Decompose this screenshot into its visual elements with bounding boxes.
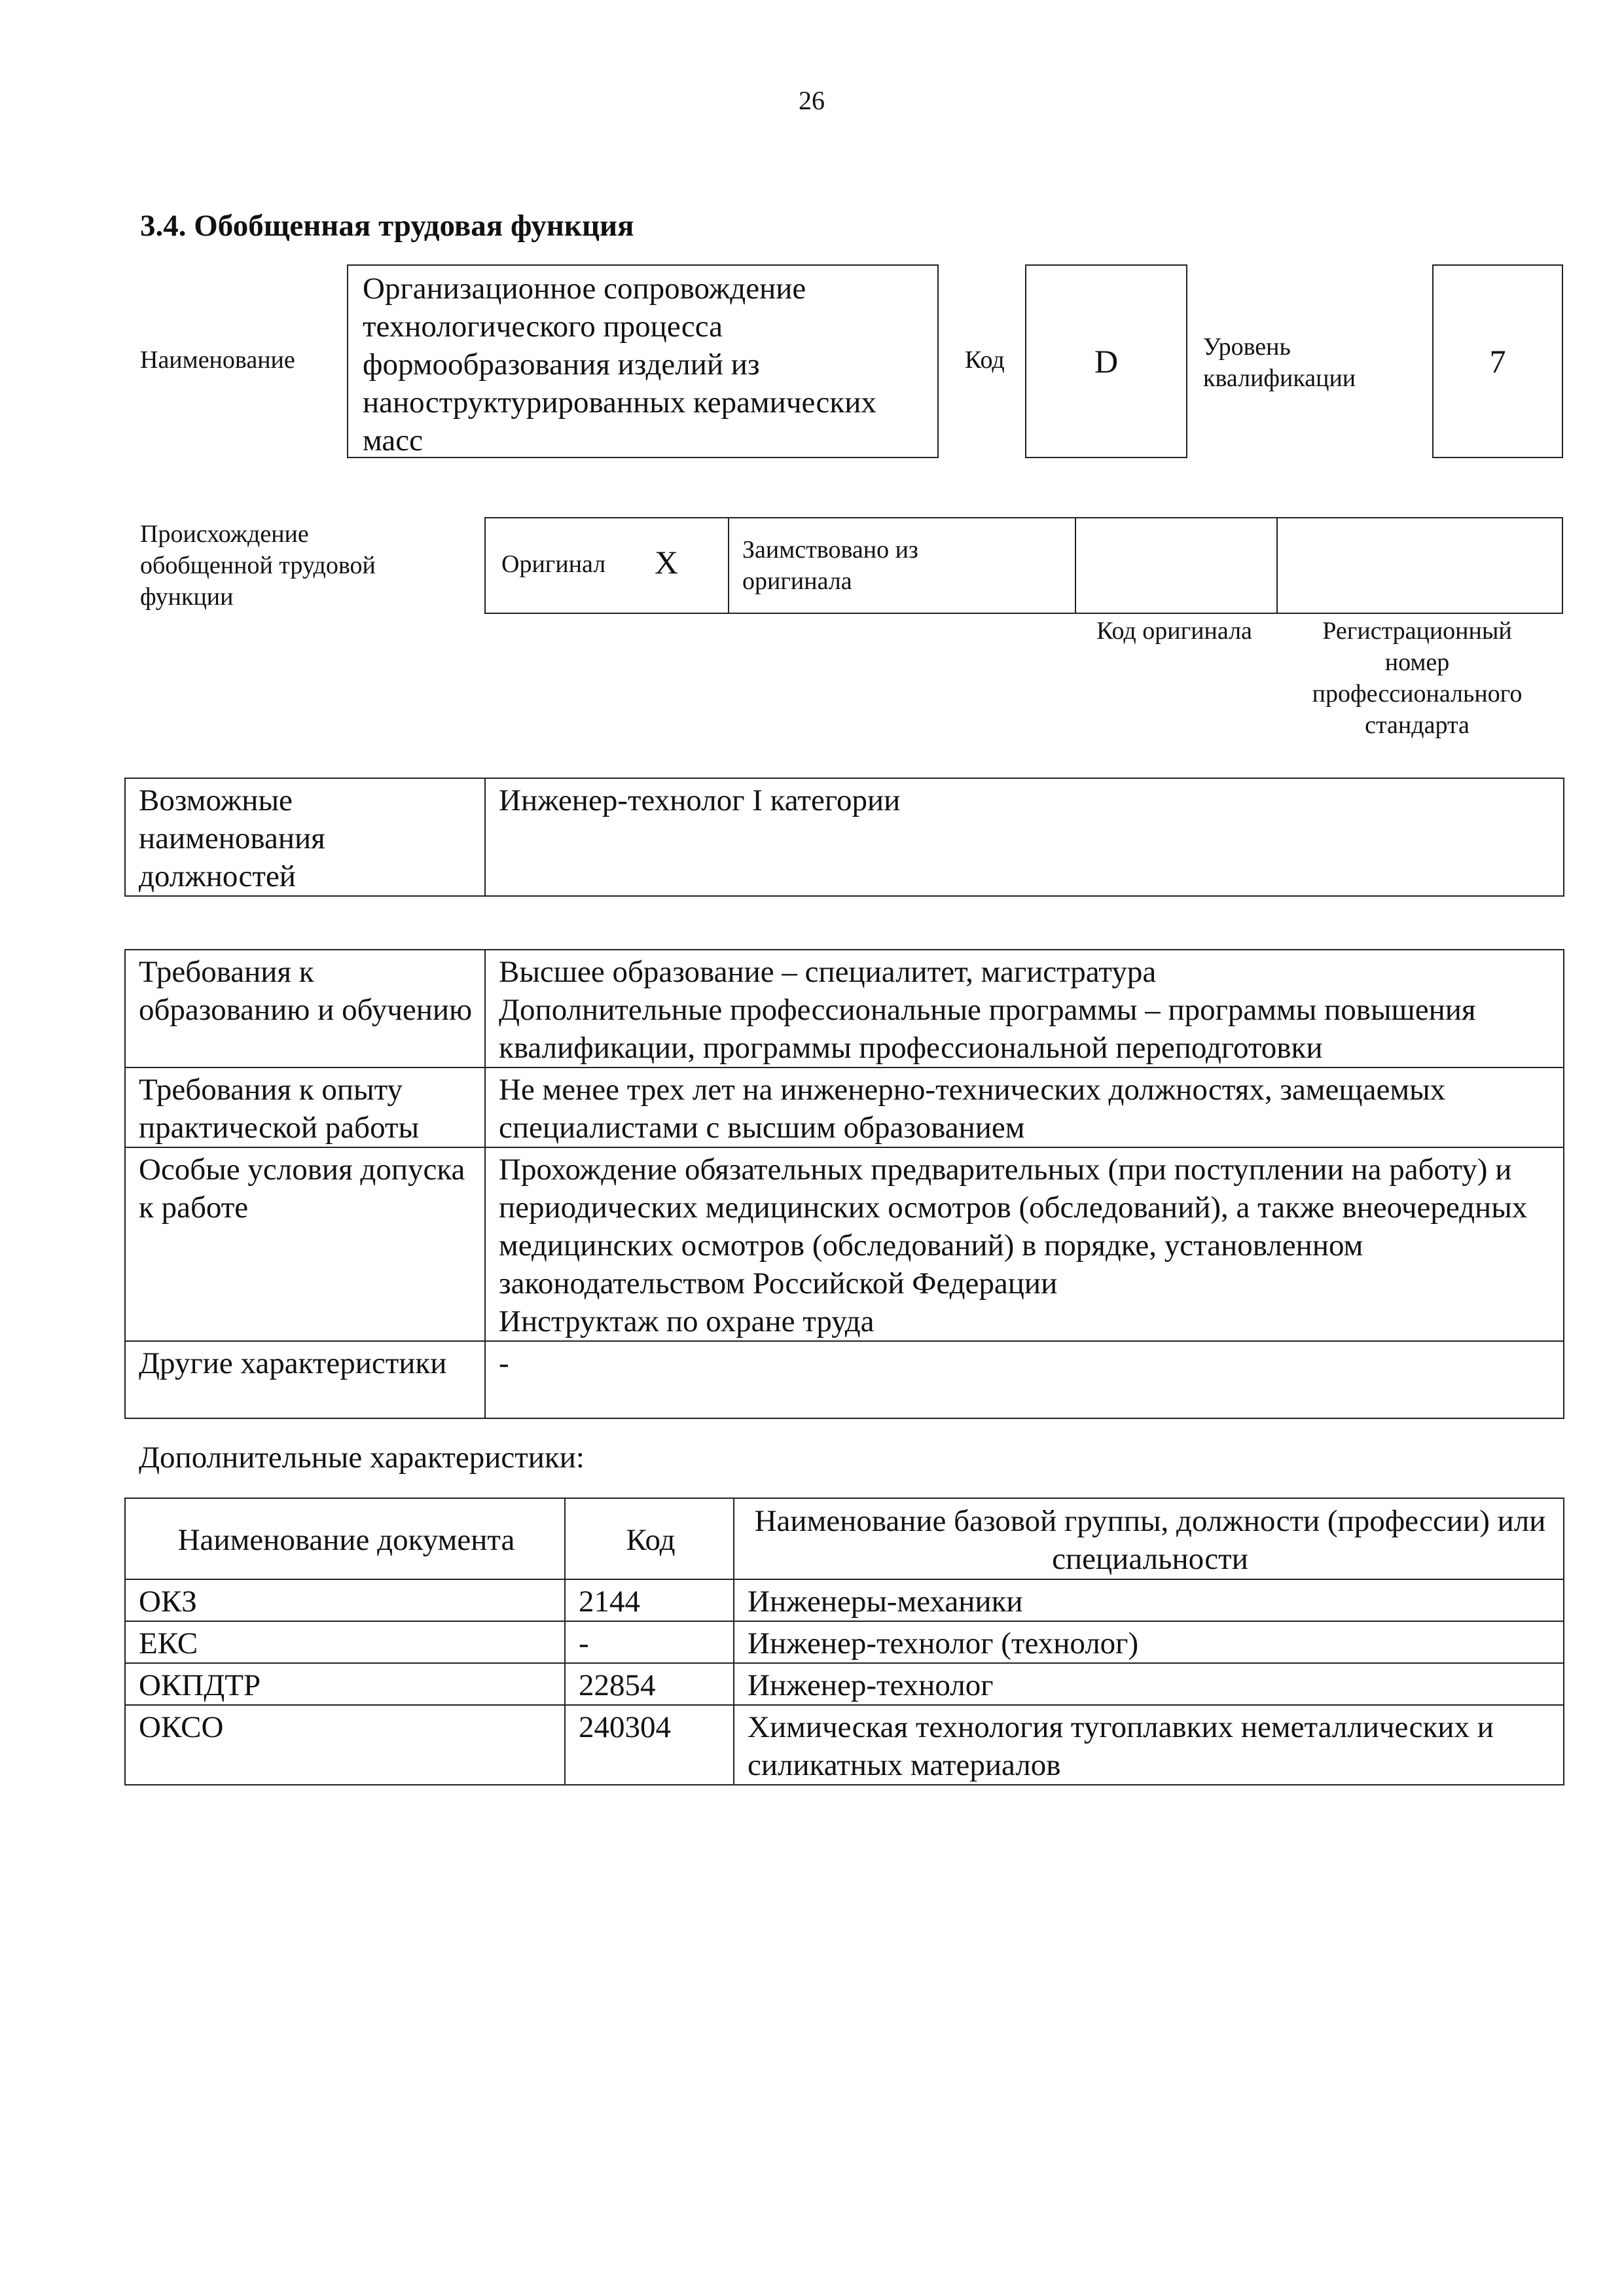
requirement-row: [125, 1067, 1564, 1147]
doc-cell: ОКСО: [125, 1705, 565, 1785]
level-value: 7: [1489, 343, 1506, 380]
requirement-label: Особые условия допуска к работе: [125, 1147, 485, 1341]
name-value: Организационное сопровождение технологического процесса формообразования изделий из наноструктурированных керамических масс: [363, 272, 876, 457]
requirement-label: Требования к образованию и обучению: [125, 950, 485, 1067]
requirement-row: [125, 950, 1564, 1067]
code-box: [1025, 264, 1187, 458]
name-label: Наименование: [140, 346, 295, 374]
table-row: [125, 1663, 1564, 1705]
code-label: Код: [965, 346, 1005, 374]
page-number: 26: [799, 86, 825, 115]
header-name: Наименование базовой группы, должности (профессии) или специальности: [734, 1498, 1564, 1579]
positions-label: Возможные наименования должностей: [125, 778, 485, 896]
requirement-line: Высшее образование – специалитет, магистратура: [499, 955, 1157, 989]
name-box: [347, 264, 939, 458]
origin-divider-1: [728, 518, 729, 613]
origin-divider-2: [1075, 518, 1076, 613]
table-row: [125, 1705, 1564, 1785]
requirement-row: [125, 1341, 1564, 1418]
requirement-row: [125, 1147, 1564, 1341]
code-caption: Код оригинала: [1096, 617, 1252, 645]
doc-cell: ОКЗ: [125, 1579, 565, 1621]
code-cell: 240304: [565, 1705, 734, 1785]
code-cell: -: [565, 1621, 734, 1663]
level-label: Уровень квалификации: [1203, 333, 1356, 392]
origin-row: [484, 517, 1563, 614]
original-label: Оригинал: [501, 550, 606, 578]
requirement-label: Требования к опыту практической работы: [125, 1067, 485, 1147]
doc-cell: ОКПДТР: [125, 1663, 565, 1705]
requirement-line: Прохождение обязательных предварительных (при поступлении на работу) и периодических медицинских осмотров (обследований), а также внеочередных медицинских осмотров (обследований) в порядке, установленном законодательством Российской Федерации: [499, 1153, 1528, 1300]
origin-label: Происхождение обобщенной трудовой функции: [140, 520, 376, 611]
additional-header-row: [125, 1498, 1564, 1579]
requirement-value: [485, 1067, 1564, 1147]
requirement-value: [485, 1147, 1564, 1341]
reg-caption: Регистрационный номер профессионального стандарта: [1312, 617, 1523, 739]
original-mark: X: [655, 544, 679, 581]
name-cell: Инженер-технолог (технолог): [734, 1621, 1564, 1663]
requirement-label: Другие характеристики: [125, 1341, 485, 1418]
requirement-line: Не менее трех лет на инженерно-технических должностях, замещаемых специалистами с высшим образованием: [499, 1073, 1446, 1145]
code-value: D: [1094, 343, 1119, 380]
doc-cell: ЕКС: [125, 1621, 565, 1663]
borrowed-label: Заимствовано из оригинала: [742, 536, 918, 595]
table-row: [125, 1621, 1564, 1663]
requirements-table: [124, 949, 1564, 1419]
requirement-line: Дополнительные профессиональные программы – программы повышения квалификации, программы профессиональной переподготовки: [499, 993, 1476, 1065]
table-row: [125, 1579, 1564, 1621]
requirement-value: [485, 1341, 1564, 1418]
header-doc: Наименование документа: [125, 1498, 565, 1579]
positions-table: [124, 778, 1564, 897]
requirement-line: Инструктаж по охране труда: [499, 1304, 875, 1338]
positions-value: Инженер-технолог I категории: [485, 778, 1564, 896]
level-box: [1432, 264, 1563, 458]
name-cell: Инженеры-механики: [734, 1579, 1564, 1621]
header-code: Код: [565, 1498, 734, 1579]
origin-divider-3: [1276, 518, 1278, 613]
requirement-line: -: [499, 1346, 509, 1380]
code-cell: 2144: [565, 1579, 734, 1621]
name-cell: Инженер-технолог: [734, 1663, 1564, 1705]
requirement-value: [485, 950, 1564, 1067]
additional-table: [124, 1498, 1564, 1785]
additional-title: Дополнительные характеристики:: [139, 1441, 585, 1475]
code-cell: 22854: [565, 1663, 734, 1705]
section-title: 3.4. Обобщенная трудовая функция: [140, 209, 634, 243]
name-cell: Химическая технология тугоплавких неметаллических и силикатных материалов: [734, 1705, 1564, 1785]
